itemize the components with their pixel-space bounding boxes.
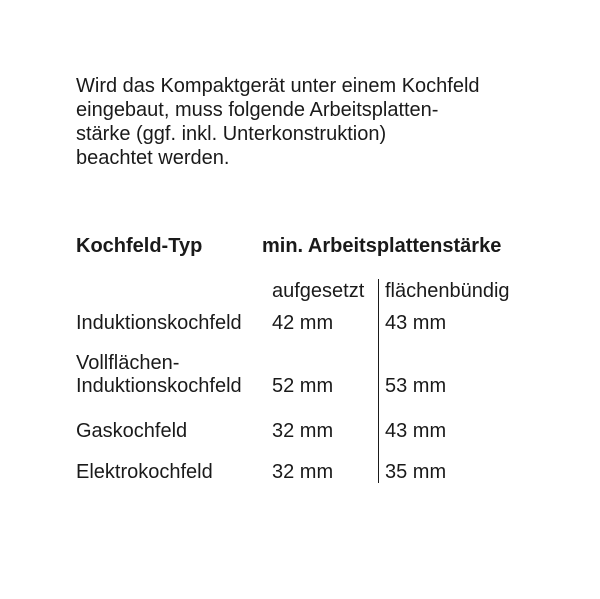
row-hob-type: Elektrokochfeld bbox=[76, 461, 213, 483]
row-hob-type-line1: Vollflächen- bbox=[76, 352, 180, 374]
row-flush-value: 43 mm bbox=[385, 420, 447, 442]
intro-line: Wird das Kompaktgerät unter einem Kochfeld bbox=[76, 75, 480, 97]
row-flush-value: 35 mm bbox=[385, 461, 447, 483]
subheader-flush: flächenbündig bbox=[385, 280, 510, 302]
intro-line: beachtet werden. bbox=[76, 147, 230, 169]
intro-line: stärke (ggf. inkl. Unterkonstruktion) bbox=[76, 123, 387, 145]
row-hob-type: Induktionskochfeld bbox=[76, 375, 242, 397]
row-flush-value: 43 mm bbox=[385, 312, 447, 334]
row-flush-value: 53 mm bbox=[385, 375, 447, 397]
row-mounted-value: 32 mm bbox=[272, 420, 334, 442]
header-hob-type: Kochfeld-Typ bbox=[76, 235, 203, 257]
row-hob-type: Induktionskochfeld bbox=[76, 312, 242, 334]
header-min-thickness: min. Arbeitsplattenstärke bbox=[262, 235, 502, 257]
row-mounted-value: 32 mm bbox=[272, 461, 334, 483]
subheader-mounted: aufgesetzt bbox=[272, 280, 365, 302]
row-hob-type: Gaskochfeld bbox=[76, 420, 188, 442]
column-divider bbox=[378, 279, 379, 483]
intro-line: eingebaut, muss folgende Arbeitsplatten- bbox=[76, 99, 439, 121]
row-mounted-value: 42 mm bbox=[272, 312, 334, 334]
row-mounted-value: 52 mm bbox=[272, 375, 334, 397]
